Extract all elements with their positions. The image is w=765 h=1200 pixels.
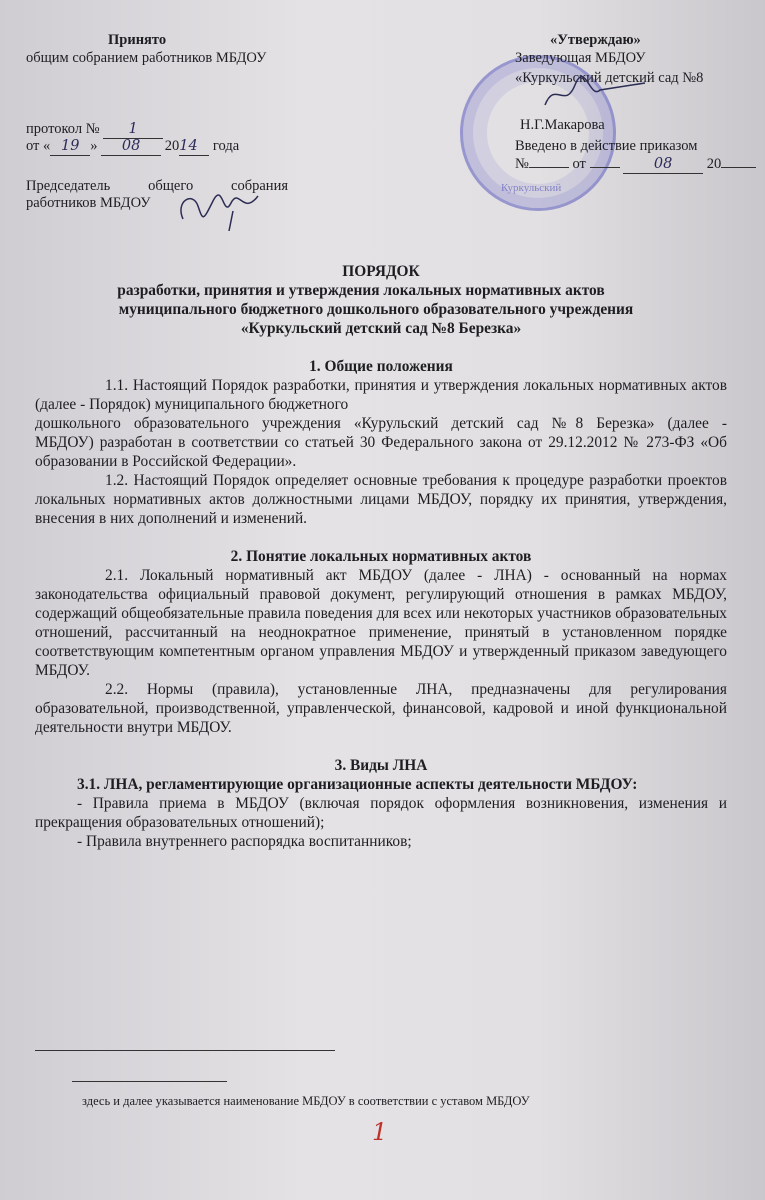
separator-line	[35, 1050, 335, 1051]
kindergarten-name: «Куркульский детский сад №8	[515, 70, 704, 86]
protocol-label: протокол №	[26, 121, 100, 137]
paragraph-1-1b: дошкольного образовательного учреждения «Курульский детский сад №8 Березка» (далее -	[35, 415, 727, 432]
enacted-by-order: Введено в действие приказом	[515, 138, 698, 154]
accepted-title: Принято	[108, 32, 167, 48]
doc-subtitle-3: «Куркульский детский сад №8 Березка»	[240, 320, 522, 337]
chair-line2: работников МБДОУ	[26, 195, 151, 211]
document-body	[35, 262, 727, 851]
month: 08	[101, 138, 161, 156]
protocol-line	[26, 121, 163, 139]
chair-signature	[172, 190, 264, 222]
stamp-text: Куркульский	[501, 182, 562, 194]
section-3-heading: 3. Виды ЛНА	[334, 757, 428, 774]
approve-title: «Утверждаю»	[550, 32, 641, 48]
year-suffix: года	[212, 138, 240, 154]
year: 14	[179, 138, 209, 156]
list-item-1: - Правила приема в МБДОУ (включая порядок оформления возникновения, изменения и прекращения образовательных отношений);	[35, 795, 727, 831]
order-month: 08	[623, 156, 703, 174]
page-number: 1	[372, 1118, 388, 1146]
paragraph-1-1c: МБДОУ) разработан в соответствии со статьей 30 Федерального закона от 29.12.2012 № 273-ФЗ «Об образовании в Российской Федерации».	[35, 434, 727, 470]
order-line	[515, 156, 756, 174]
section-1-heading: 1. Общие положения	[309, 358, 453, 375]
paragraph-1-2: 1.2. Настоящий Порядок определяет основные требования к процедуре разработки проектов локальных нормативных актов должностными лицами МБДОУ, порядку их принятия, утверждения, внесения в них дополнений и изменений.	[35, 472, 727, 527]
order-year-prefix: 20	[706, 156, 722, 172]
paragraph-1-1: 1.1. Настоящий Порядок разработки, принятия и утверждения локальных нормативных актов (далее - Порядок) муниципального бюджетного	[35, 377, 727, 413]
from-label: от «	[26, 138, 51, 154]
footnote: здесь и далее указывается наименование МБДОУ в соответствии с уставом МБДОУ	[82, 1094, 530, 1108]
chair-line1: Председатель общего собрания	[26, 178, 288, 194]
head-position: Заведующая МБДОУ	[515, 50, 646, 66]
paragraph-3-1: 3.1. ЛНА, регламентирующие организационные аспекты деятельности МБДОУ:	[77, 776, 638, 793]
accepted-by: общим собранием работников МБДОУ	[26, 50, 267, 66]
footnote-line	[72, 1081, 227, 1082]
year-prefix: 20	[164, 138, 180, 154]
day: 19	[50, 138, 90, 156]
doc-subtitle-2: муниципального бюджетного дошкольного образовательного учреждения	[118, 301, 634, 318]
head-name: Н.Г.Макарова	[520, 117, 605, 133]
list-item-2: - Правила внутреннего распорядка воспитанников;	[77, 833, 412, 850]
head-signature	[540, 75, 650, 120]
protocol-number: 1	[103, 121, 163, 139]
date-line: от « 19 » 08 2014 года	[26, 138, 240, 154]
order-label: №	[515, 156, 529, 172]
doc-title: ПОРЯДОК	[342, 263, 420, 280]
section-2-heading: 2. Понятие локальных нормативных актов	[230, 548, 532, 565]
doc-subtitle-1: разработки, принятия и утверждения локальных нормативных актов	[117, 282, 605, 299]
paragraph-2-2: 2.2. Нормы (правила), установленные ЛНА, предназначены для регулирования образовательной, производственной, управленческой, финансовой, кадровой и иной функциональной деятельности внутри МБДОУ.	[35, 681, 727, 736]
order-from: от	[572, 156, 586, 172]
paragraph-2-1: 2.1. Локальный нормативный акт МБДОУ (далее - ЛНА) - основанный на нормах законодательства официальный правовой документ, регулирующий отношения в рамках МБДОУ, содержащий общеобязательные правила поведения для всех или некоторых участников образовательных отношений, рассчитанный на неоднократное применение, принятый в установленном порядке соответствующим компетентным органом управления МБДОУ и утвержденный приказом заведующего МБДОУ.	[35, 567, 727, 679]
